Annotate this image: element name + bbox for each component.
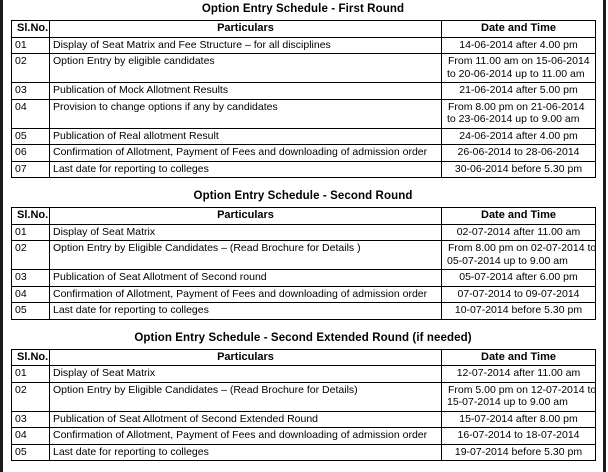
table-row [12,224,596,241]
cell-sl-no: 01 [12,37,50,54]
date-line: 16-07-2014 to 18-07-2014 [457,429,580,441]
column-header-date-and-time: Date and Time [442,208,596,225]
cell-particulars: Display of Seat Matrix [50,224,442,241]
cell-sl-no: 03 [12,83,50,100]
cell-sl-no: 04 [12,428,50,445]
column-header-particulars: Particulars [50,21,442,38]
table-row [12,428,596,445]
table-row [12,54,596,83]
table-row [12,83,596,100]
schedule-title: Option Entry Schedule - First Round [201,3,405,15]
cell-particulars: Provision to change options if any by candidates [50,99,442,128]
cell-sl-no: 03 [12,411,50,428]
date-line: 24-06-2014 after 4.00 pm [459,129,578,142]
table-header-row [12,208,596,225]
cell-sl-no: 01 [12,366,50,383]
table-row [12,366,596,383]
cell-particulars: Option Entry by Eligible Candidates – (Read Brochure for Details) [50,382,442,411]
cell-sl-no: 04 [12,286,50,303]
cell-sl-no: 05 [12,303,50,320]
table-row [12,128,596,145]
cell-date-and-time [442,161,596,178]
table-header-row [12,349,596,366]
cell-sl-no: 03 [12,270,50,287]
cell-date-and-time [442,270,596,287]
schedule-block [11,329,595,462]
cell-sl-no: 02 [12,382,50,411]
date-line: 30-06-2014 before 5.30 pm [454,162,583,175]
cell-date-and-time [442,382,596,411]
cell-sl-no: 02 [12,241,50,270]
cell-date-and-time [442,411,596,428]
date-line: 12-07-2014 after 11.00 am [456,367,581,379]
cell-particulars: Last date for reporting to colleges [50,161,442,178]
column-header-sl-no: Sl.No. [12,208,50,225]
cell-date-and-time [442,241,596,270]
date-line: 26-06-2014 to 28-06-2014 [457,146,580,158]
table-row [12,303,596,320]
cell-sl-no: 07 [12,161,50,178]
cell-sl-no: 06 [12,145,50,162]
table-row [12,270,596,287]
cell-sl-no: 04 [12,99,50,128]
cell-date-and-time [442,54,596,83]
cell-particulars: Option Entry by eligible candidates [50,54,442,83]
date-line: 05-07-2014 up to 9.00 am [447,254,568,267]
cell-particulars: Confirmation of Allotment, Payment of Fees and downloading of admission order [50,428,442,445]
cell-sl-no: 05 [12,128,50,145]
table-row [12,37,596,54]
date-line: 10-07-2014 before 5.30 pm [454,304,583,316]
schedule-table [11,349,596,462]
cell-sl-no: 05 [12,444,50,461]
date-line: to 20-06-2014 up to 11.00 am [447,67,585,80]
cell-date-and-time [442,303,596,320]
cell-date-and-time [442,286,596,303]
cell-date-and-time [442,444,596,461]
schedule-blocks-container [4,0,602,461]
column-header-particulars: Particulars [50,349,442,366]
cell-particulars: Last date for reporting to colleges [50,303,442,320]
table-row [12,382,596,411]
table-header-row [12,21,596,38]
column-header-date-and-time: Date and Time [442,349,596,366]
cell-particulars: Display of Seat Matrix and Fee Structure – for all disciplines [50,37,442,54]
date-line: 21-06-2014 after 5.00 pm [459,84,578,96]
date-line: From 8.00 pm on 21-06-2014 [448,100,585,113]
cell-particulars: Publication of Seat Allotment of Second Extended Round [50,411,442,428]
cell-particulars: Display of Seat Matrix [50,366,442,383]
schedule-block [11,0,595,178]
cell-date-and-time [442,83,596,100]
date-line: From 11.00 am on 15-06-2014 [448,55,590,67]
cell-date-and-time [442,224,596,241]
date-line: 07-07-2014 to 09-07-2014 [457,287,580,300]
table-row [12,411,596,428]
date-line: From 5.00 pm on 12-07-2014 to [448,383,597,396]
table-row [12,145,596,162]
date-line: 15-07-2014 after 8.00 pm [459,412,578,425]
schedule-block [11,187,595,320]
cell-particulars: Confirmation of Allotment, Payment of Fees and downloading of admission order [50,145,442,162]
schedule-title: Option Entry Schedule - Second Extended Round (if needed) [134,331,472,344]
cell-particulars: Option Entry by Eligible Candidates – (Read Brochure for Details ) [50,241,442,270]
cell-date-and-time [442,99,596,128]
cell-particulars: Last date for reporting to colleges [50,444,442,461]
cell-particulars: Publication of Seat Allotment of Second round [50,270,442,287]
date-line: to 23-06-2014 up to 9.00 am [447,113,580,125]
cell-particulars: Confirmation of Allotment, Payment of Fees and downloading of admission order [50,286,442,303]
date-line: 19-07-2014 before 5.30 pm [454,445,583,458]
schedule-title: Option Entry Schedule - Second Round [193,190,413,202]
schedule-table [11,20,596,178]
cell-particulars: Publication of Mock Allotment Results [50,83,442,100]
cell-sl-no: 02 [12,54,50,83]
cell-particulars: Publication of Real allotment Result [50,128,442,145]
date-line: 14-06-2014 after 4.00 pm [459,38,578,51]
cell-date-and-time [442,428,596,445]
table-row [12,286,596,303]
date-line: 02-07-2014 after 11.00 am [456,225,581,238]
table-row [12,241,596,270]
cell-sl-no: 01 [12,224,50,241]
date-line: From 8.00 pm on 02-07-2014 to [448,242,597,254]
column-header-date-and-time: Date and Time [442,21,596,38]
column-header-sl-no: Sl.No. [12,349,50,366]
table-row [12,444,596,461]
column-header-sl-no: Sl.No. [12,21,50,38]
date-line: 05-07-2014 after 6.00 pm [459,271,578,283]
schedule-table [11,207,596,320]
cell-date-and-time [442,145,596,162]
cell-date-and-time [442,366,596,383]
table-row [12,161,596,178]
cell-date-and-time [442,128,596,145]
column-header-particulars: Particulars [50,208,442,225]
date-line: 15-07-2014 up to 9.00 am [447,396,568,408]
table-row [12,99,596,128]
cell-date-and-time [442,37,596,54]
